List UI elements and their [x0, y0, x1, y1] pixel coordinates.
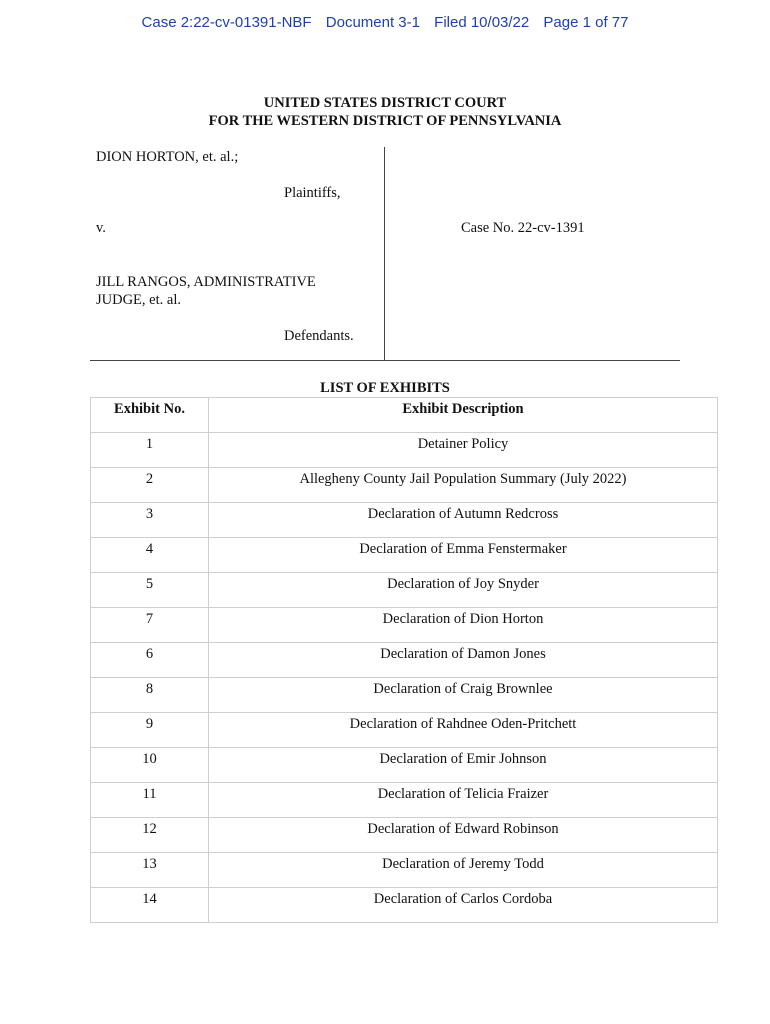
table-row: [91, 678, 718, 713]
court-title-line2: FOR THE WESTERN DISTRICT OF PENNSYLVANIA: [208, 113, 562, 129]
case-number: Case No. 22-cv-1391: [461, 220, 585, 236]
exhibit-number: 4: [91, 538, 209, 573]
plaintiff-name: DION HORTON, et. al.;: [96, 149, 239, 165]
exhibit-number: 9: [91, 713, 209, 748]
court-title: [0, 94, 770, 130]
table-row: [91, 433, 718, 468]
exhibit-number: 7: [91, 608, 209, 643]
caption-divider-horizontal: [90, 360, 680, 361]
defendant-name-line1: JILL RANGOS, ADMINISTRATIVE: [96, 274, 316, 290]
exhibit-number: 10: [91, 748, 209, 783]
table-row: [91, 888, 718, 923]
exhibit-description: Declaration of Joy Snyder: [209, 573, 718, 608]
exhibit-number: 3: [91, 503, 209, 538]
table-row: [91, 748, 718, 783]
table-row: [91, 538, 718, 573]
exhibit-number: 2: [91, 468, 209, 503]
exhibit-description: Allegheny County Jail Population Summary (July 2022): [209, 468, 718, 503]
table-row: [91, 818, 718, 853]
exhibit-number: 6: [91, 643, 209, 678]
exhibit-description: Declaration of Emma Fenstermaker: [209, 538, 718, 573]
table-row: [91, 468, 718, 503]
court-title-line1: UNITED STATES DISTRICT COURT: [263, 95, 507, 111]
table-header-row: [91, 398, 718, 433]
table-row: [91, 608, 718, 643]
caption-divider-vertical: [384, 147, 385, 360]
exhibit-description: Declaration of Craig Brownlee: [209, 678, 718, 713]
exhibit-description: Declaration of Damon Jones: [209, 643, 718, 678]
table-row: [91, 643, 718, 678]
exhibit-description: Declaration of Edward Robinson: [209, 818, 718, 853]
filing-stamp: [0, 14, 770, 31]
exhibit-number: 5: [91, 573, 209, 608]
exhibit-number: 1: [91, 433, 209, 468]
stamp-page-count: Page 1 of 77: [543, 14, 629, 31]
header-exhibit-description: Exhibit Description: [209, 398, 718, 433]
exhibit-number: 8: [91, 678, 209, 713]
defendant-name-line2: JUDGE, et. al.: [96, 292, 181, 308]
exhibit-description: Declaration of Autumn Redcross: [209, 503, 718, 538]
stamp-filed-date: Filed 10/03/22: [434, 14, 530, 31]
exhibit-description: Declaration of Rahdnee Oden-Pritchett: [209, 713, 718, 748]
stamp-document: Document 3-1: [325, 14, 420, 31]
defendant-role: Defendants.: [284, 328, 354, 344]
exhibit-description: Detainer Policy: [209, 433, 718, 468]
versus: v.: [96, 220, 106, 236]
exhibit-number: 12: [91, 818, 209, 853]
exhibit-number: 13: [91, 853, 209, 888]
exhibit-description: Declaration of Telicia Fraizer: [209, 783, 718, 818]
exhibits-table: [90, 397, 718, 923]
exhibit-description: Declaration of Dion Horton: [209, 608, 718, 643]
table-row: [91, 503, 718, 538]
list-title: LIST OF EXHIBITS: [320, 380, 450, 396]
exhibit-number: 14: [91, 888, 209, 923]
exhibit-description: Declaration of Carlos Cordoba: [209, 888, 718, 923]
exhibit-number: 11: [91, 783, 209, 818]
table-row: [91, 853, 718, 888]
exhibit-description: Declaration of Emir Johnson: [209, 748, 718, 783]
header-exhibit-no: Exhibit No.: [91, 398, 209, 433]
table-row: [91, 783, 718, 818]
stamp-case-number: Case 2:22-cv-01391-NBF: [141, 14, 312, 31]
table-row: [91, 573, 718, 608]
plaintiff-role: Plaintiffs,: [284, 185, 341, 201]
table-row: [91, 713, 718, 748]
exhibit-description: Declaration of Jeremy Todd: [209, 853, 718, 888]
